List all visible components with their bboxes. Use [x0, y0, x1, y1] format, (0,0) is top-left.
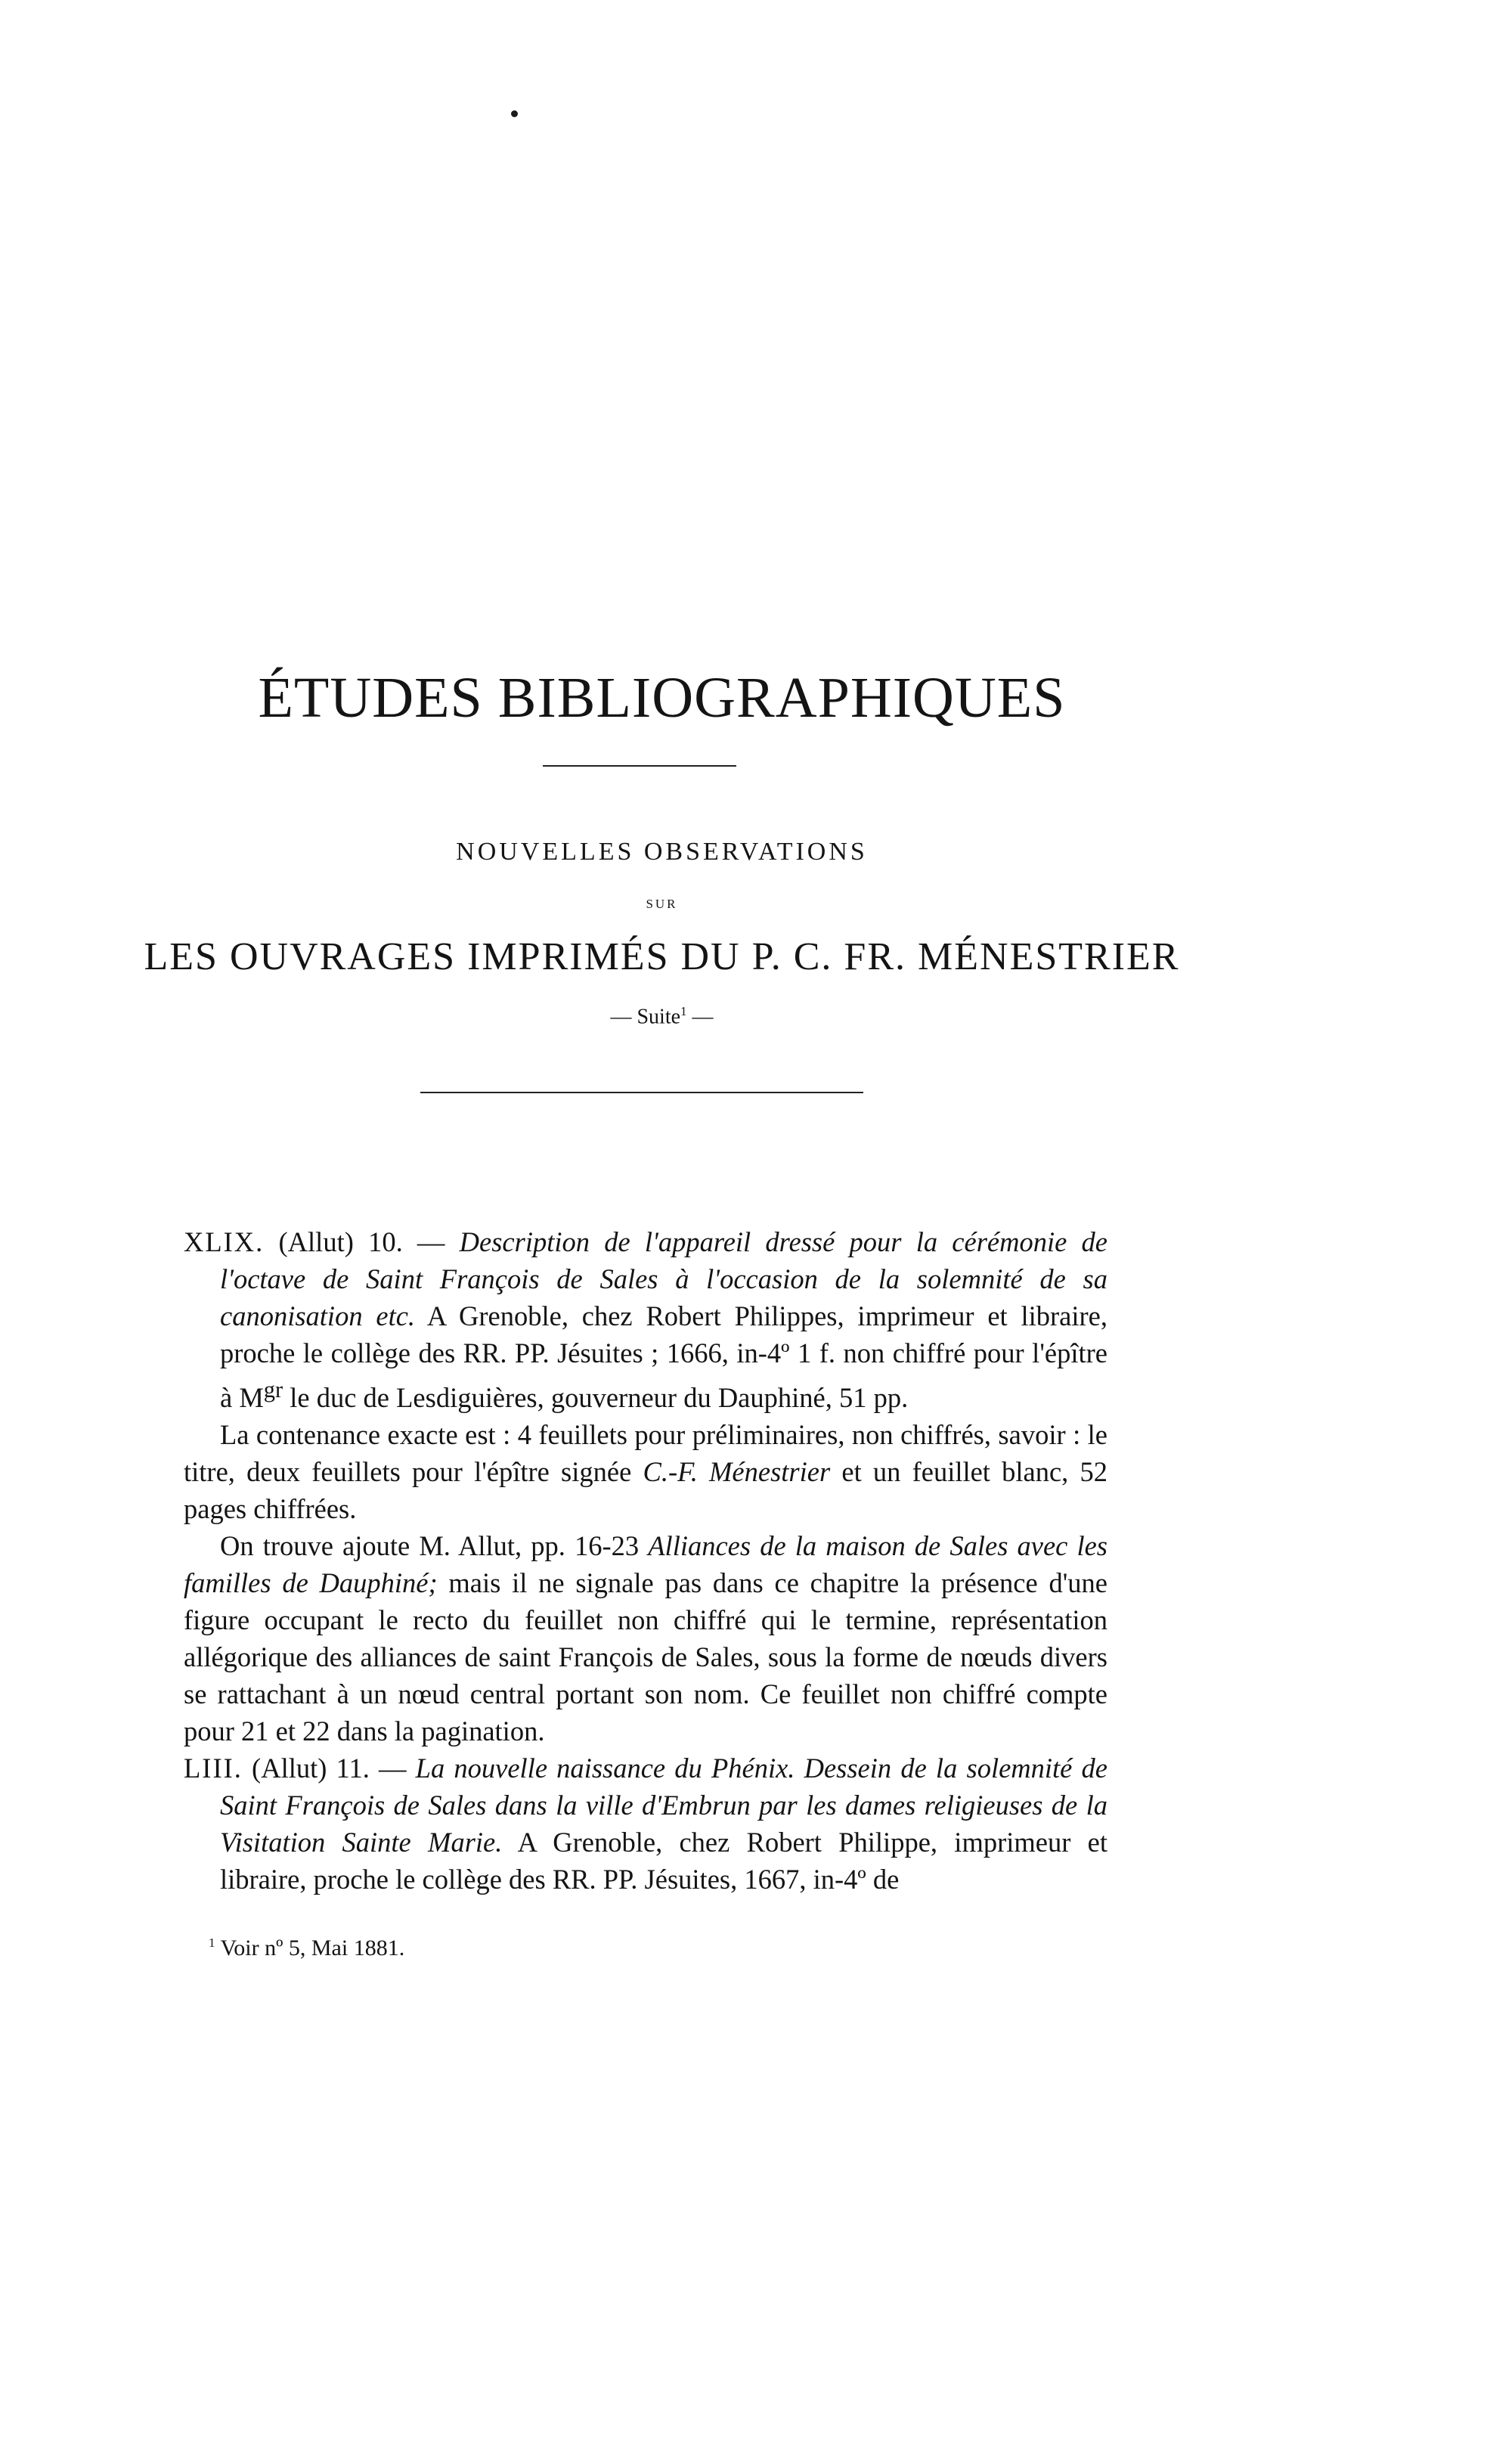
- paragraph-text: On trouve ajoute M. Allut, pp. 16-23: [220, 1530, 649, 1562]
- entry-ref: (Allut) 11. —: [242, 1753, 416, 1784]
- subtitle-sur: SUR: [646, 897, 678, 911]
- paragraph: [184, 1527, 1107, 1750]
- entry-title: La nouvelle naissance du Phénix. Dessein de la solemnité de Saint François de Sales dans la ville d'Embrun par les dames religieuses de la Visitation Sainte Marie.: [220, 1753, 1107, 1858]
- paragraph-text: La contenance exacte est : 4 feuillets pour préliminaires, non chiffrés, savoir : le titre, deux feuillets pour l'épître signée: [184, 1419, 1107, 1488]
- entry-xlix: [184, 1223, 1107, 1416]
- title-rule: [543, 765, 736, 767]
- footnote-text: Voir nº 5, Mai 1881.: [215, 1936, 405, 1960]
- subtitle-line2: LES OUVRAGES IMPRIMÉS DU P. C. FR. MÉNESTRIER: [144, 935, 1180, 978]
- subtitle-line1: NOUVELLES OBSERVATIONS: [456, 838, 868, 866]
- entry-liii: [184, 1750, 1107, 1898]
- continuation-dash-right: —: [686, 1005, 714, 1029]
- section-rule: [420, 1092, 863, 1093]
- paragraph-text: mais il ne signale pas dans ce chapitre la présence d'une figure occupant le recto du feuillet non chiffré qui le termine, représentation allégorique des alliances de saint François de Sales, sous la forme de nœuds divers se rattachant à un nœud central portant son nom. Ce feuillet non chiffré compte pour 21 et 22 dans la pagination.: [184, 1567, 1107, 1747]
- entry-imprint-end: le duc de Lesdiguières, gouverneur du Dauphiné, 51 pp.: [283, 1382, 909, 1414]
- entry-imprint-sup: gr: [263, 1377, 283, 1402]
- entry-imprint: A Grenoble, chez Robert Philippe, imprimeur et libraire, proche le collège des RR. PP. Jésuites, 1667, in-4º de: [220, 1827, 1107, 1895]
- entry-imprint: A Grenoble, chez Robert Philippes, imprimeur et libraire, proche le collège des RR. PP. Jésuites ; 1666, in-4º 1 f. non chiffré pour l'épître à M: [220, 1300, 1107, 1414]
- entry-number: LIII.: [184, 1753, 243, 1784]
- footnote: [209, 1936, 404, 1961]
- entry-title: Description de l'appareil dressé pour la cérémonie de l'octave de Saint François de Sales à l'occasion de la solemnité de sa canonisation etc.: [220, 1226, 1107, 1331]
- body-text: [184, 1223, 1107, 1898]
- continuation-word: Suite: [637, 1005, 681, 1029]
- paragraph: [184, 1416, 1107, 1527]
- ink-speck: [511, 110, 518, 117]
- continuation-marker: [0, 1004, 1407, 1029]
- footnote-ref: 1: [680, 1004, 687, 1018]
- paragraph-italic: C.-F. Ménestrier: [643, 1456, 831, 1488]
- continuation-dash-left: —: [610, 1005, 637, 1029]
- page-title: ÉTUDES BIBLIOGRAPHIQUES: [258, 666, 1066, 730]
- entry-ref: (Allut) 10. —: [264, 1226, 460, 1257]
- paragraph-italic: Alliances de la maison de Sales avec les familles de Dauphiné;: [184, 1530, 1107, 1599]
- paragraph-text: et un feuillet blanc, 52 pages chiffrées.: [184, 1456, 1107, 1525]
- entry-number: XLIX.: [184, 1226, 265, 1257]
- footnote-mark: 1: [209, 1936, 215, 1950]
